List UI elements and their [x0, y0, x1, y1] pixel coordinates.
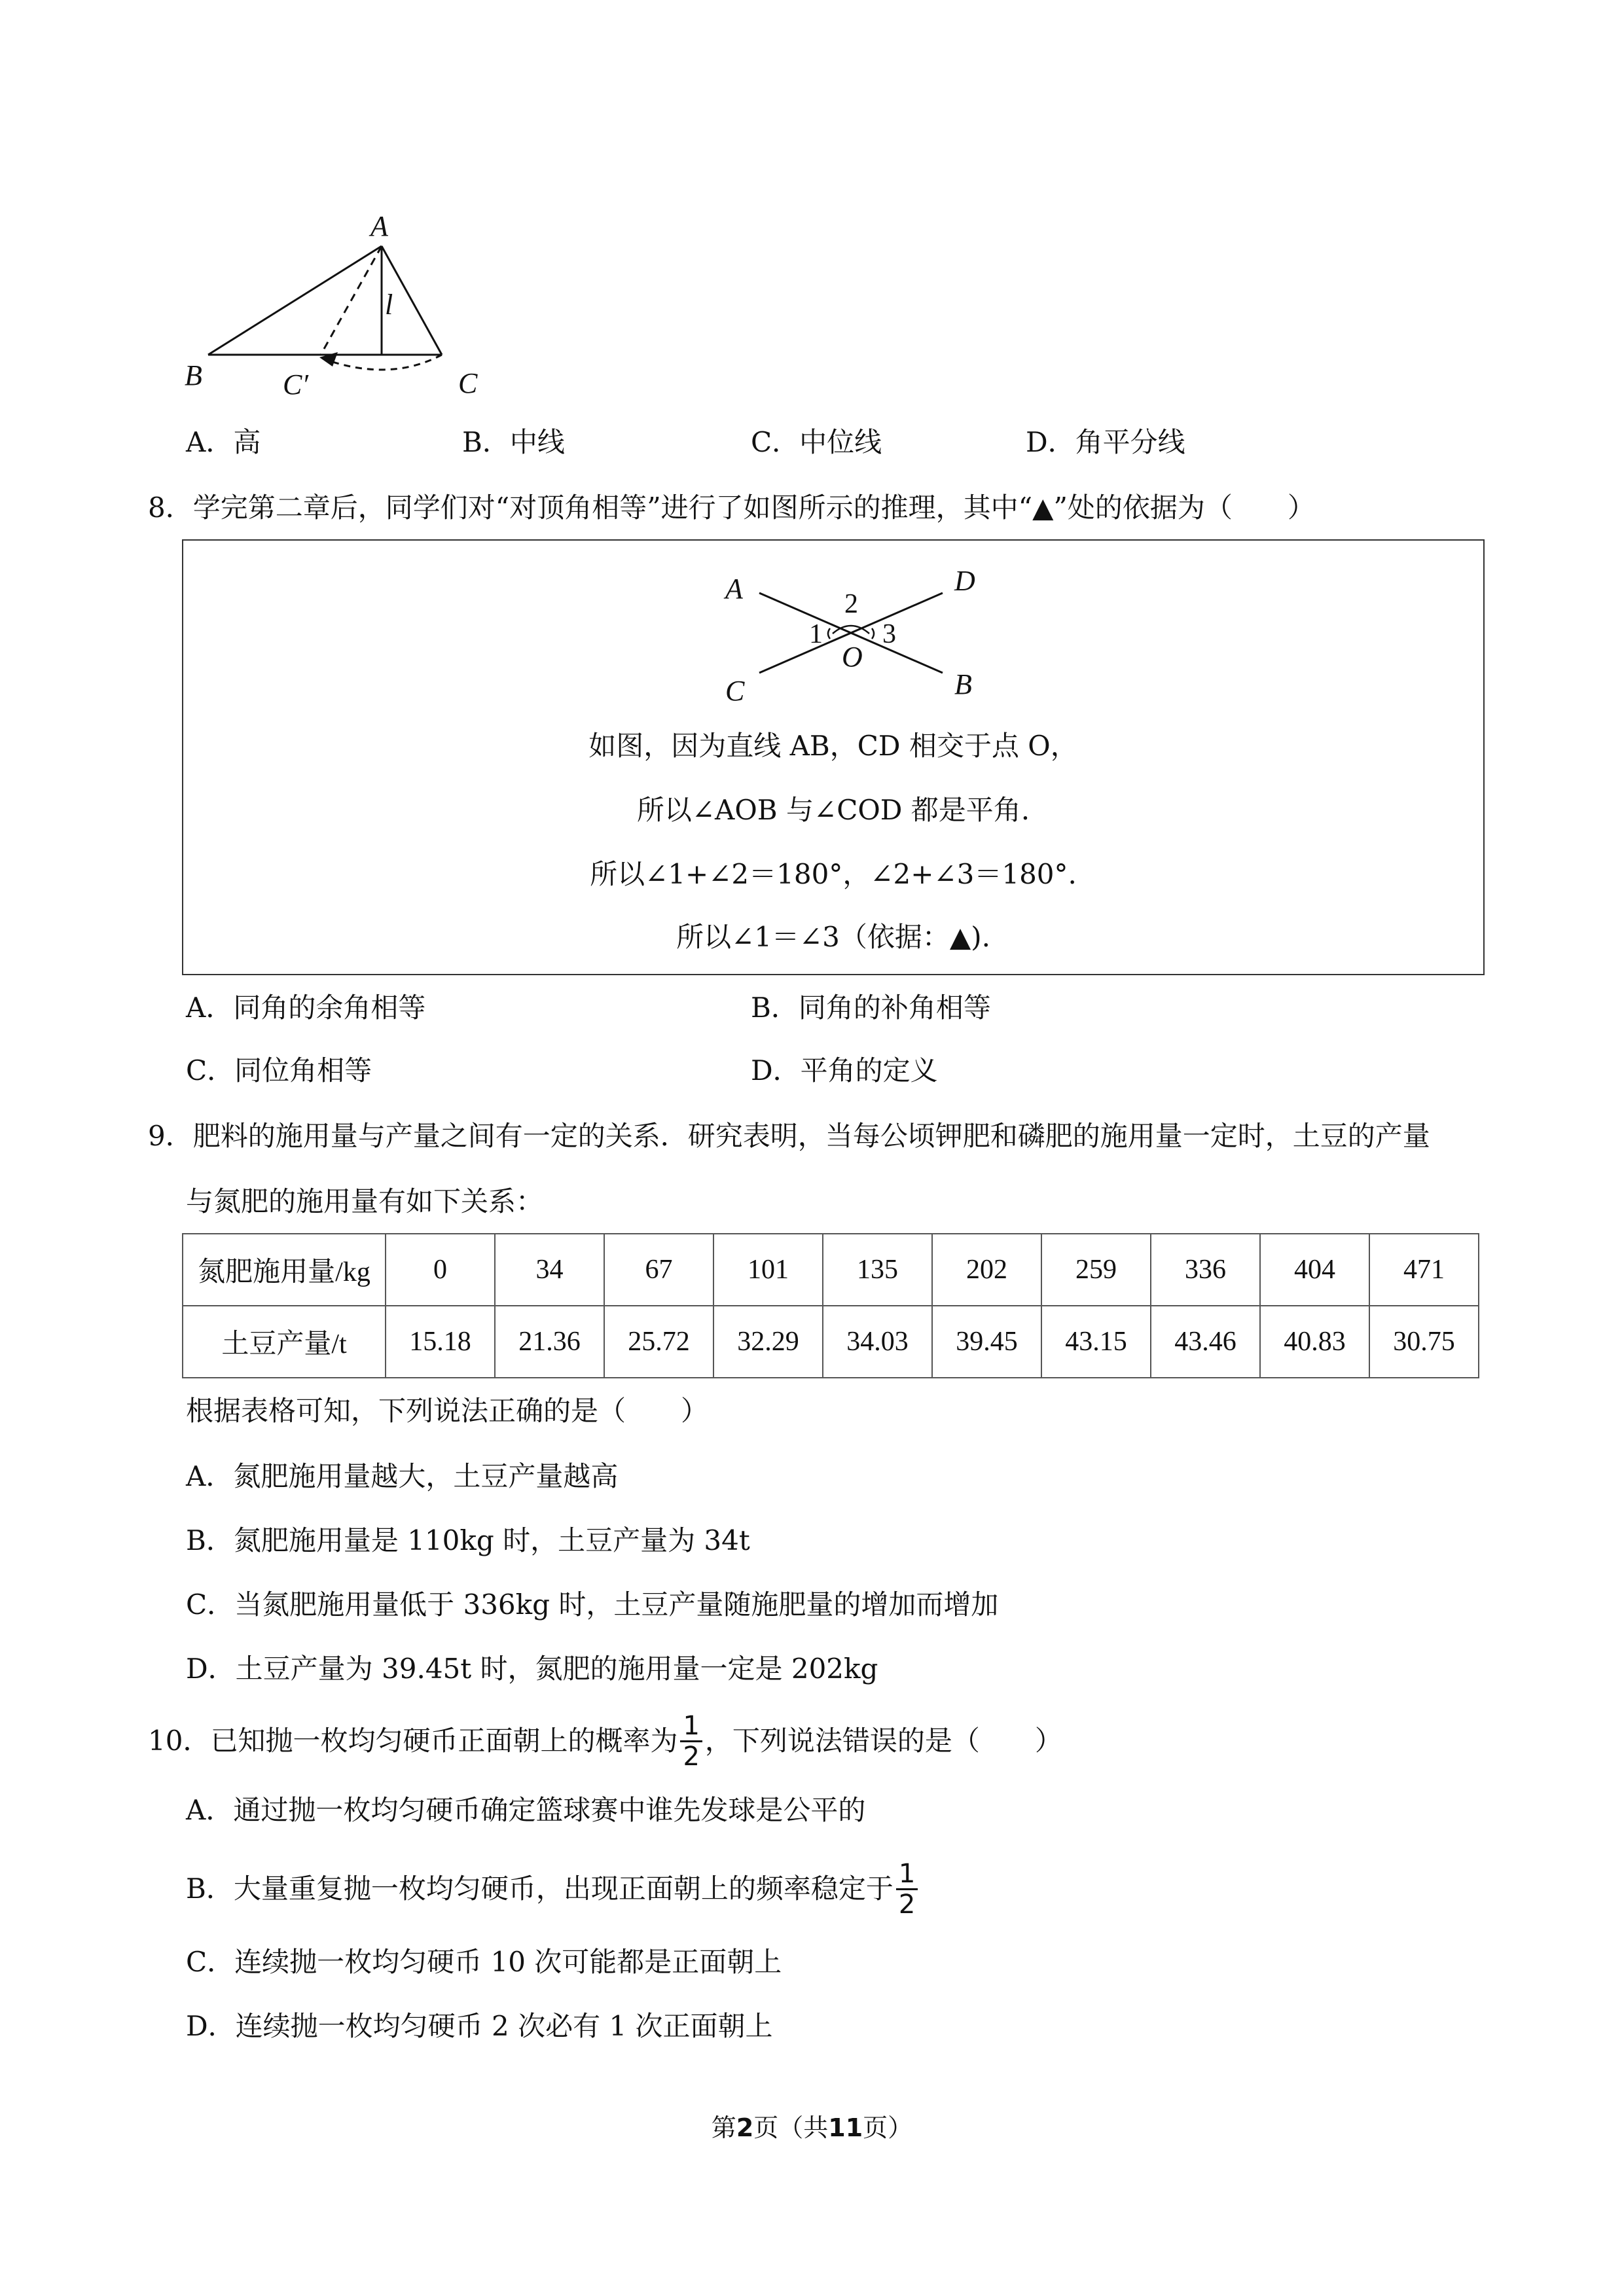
- q8-label-c: C: [725, 675, 745, 707]
- table-cell: 43.15: [1041, 1306, 1151, 1378]
- q8-label-a: A: [725, 573, 743, 605]
- table-cell: 336: [1151, 1234, 1260, 1306]
- q8-option-b: B．同角的补角相等: [751, 992, 991, 1024]
- q7-option-c: C．中位线: [751, 426, 882, 458]
- table-cell: 34: [495, 1234, 604, 1306]
- footer-suffix: 页）: [863, 2113, 913, 2142]
- q8-angle-2: 2: [844, 589, 858, 619]
- table-cell: 15.18: [386, 1306, 495, 1378]
- q10-option-b-numerator: 1: [896, 1861, 918, 1890]
- q10-option-b-fraction: [896, 1858, 918, 1920]
- q10-fraction-numerator: 1: [680, 1713, 702, 1742]
- q7-label-a: A: [370, 210, 388, 242]
- q10-stem: [148, 1710, 1062, 1772]
- table-cell: 43.46: [1151, 1306, 1260, 1378]
- table-cell: 39.45: [932, 1306, 1041, 1378]
- table-cell: 21.36: [495, 1306, 604, 1378]
- q10-stem-before: 10．已知抛一枚均匀硬币正面朝上的概率为: [148, 1725, 678, 1757]
- table-cell: 34.03: [823, 1306, 932, 1378]
- footer-middle: 页（共: [753, 2113, 829, 2142]
- q8-proof-box: [182, 539, 1485, 975]
- table-cell: 0: [386, 1234, 495, 1306]
- q9-option-c: C．当氮肥施用量低于 336kg 时，土豆产量随施肥量的增加而增加: [186, 1588, 999, 1621]
- q8-angle-3: 3: [882, 619, 896, 649]
- q7-option-d: D．角平分线: [1026, 426, 1185, 458]
- q10-stem-after: ，下列说法错误的是（ ）: [704, 1725, 1062, 1757]
- table-header-nitrogen: 氮肥施用量/kg: [183, 1234, 386, 1306]
- table-cell: 202: [932, 1234, 1041, 1306]
- table-cell: 404: [1260, 1234, 1369, 1306]
- q10-option-c: C．连续抛一枚均匀硬币 10 次可能都是正面朝上: [186, 1946, 782, 1978]
- q8-proof-line-3: 所以∠1+∠2＝180°，∠2+∠3＝180°.: [590, 858, 1077, 890]
- table-row: [183, 1306, 1479, 1378]
- q8-label-d: D: [954, 565, 975, 597]
- table-cell: 101: [713, 1234, 823, 1306]
- q9-stem-line-2: 与氮肥的施用量有如下关系：: [186, 1185, 544, 1217]
- table-cell: 40.83: [1260, 1306, 1369, 1378]
- q8-intersecting-lines-figure: [700, 562, 1001, 712]
- table-cell: 30.75: [1369, 1306, 1479, 1378]
- q7-label-c: C: [458, 367, 478, 399]
- q8-stem: 8．学完第二章后，同学们对“对顶角相等”进行了如图所示的推理，其中“▲”处的依据为（ ）: [148, 492, 1315, 524]
- q10-option-a: A．通过抛一枚均匀硬币确定篮球赛中谁先发球是公平的: [186, 1794, 866, 1826]
- q7-label-l: l: [385, 289, 393, 321]
- q10-option-b-denominator: 2: [898, 1889, 916, 1920]
- table-cell: 471: [1369, 1234, 1479, 1306]
- q8-proof-line-4: 所以∠1＝∠3（依据：▲).: [676, 921, 990, 953]
- footer-prefix: 第: [711, 2113, 736, 2142]
- q10-option-b: [186, 1857, 920, 1920]
- q9-data-table: [182, 1233, 1479, 1378]
- page-footer: [0, 2108, 1624, 2144]
- table-cell: 259: [1041, 1234, 1151, 1306]
- table-cell: 25.72: [604, 1306, 713, 1378]
- q8-label-o: O: [842, 641, 863, 673]
- q10-option-b-text: B．大量重复抛一枚均匀硬币，出现正面朝上的频率稳定于: [186, 1873, 893, 1905]
- q8-proof-line-1: 如图，因为直线 AB，CD 相交于点 O，: [588, 730, 1078, 762]
- q8-proof-line-2: 所以∠AOB 与∠COD 都是平角.: [636, 794, 1030, 826]
- table-cell: 135: [823, 1234, 932, 1306]
- q8-angle-1: 1: [809, 619, 823, 649]
- q10-fraction-denominator: 2: [683, 1741, 700, 1772]
- table-row: [183, 1234, 1479, 1306]
- q9-option-a: A．氮肥施用量越大，土豆产量越高: [186, 1460, 619, 1492]
- q7-option-a: A．高: [186, 426, 261, 458]
- table-cell: 32.29: [713, 1306, 823, 1378]
- q7-label-c-prime: C′: [283, 368, 308, 401]
- q7-option-b: B．中线: [462, 426, 565, 458]
- table-cell: 67: [604, 1234, 713, 1306]
- footer-page-number: 2: [736, 2113, 754, 2142]
- q8-label-b: B: [954, 668, 972, 700]
- q9-stem-line-1: 9．肥料的施用量与产量之间有一定的关系．研究表明，当每公顷钾肥和磷肥的施用量一定时，土豆的产量: [148, 1120, 1430, 1152]
- q8-option-d: D．平角的定义: [751, 1054, 938, 1086]
- q9-option-d: D．土豆产量为 39.45t 时，氮肥的施用量一定是 202kg: [186, 1653, 878, 1685]
- table-header-potato: 土豆产量/t: [183, 1306, 386, 1378]
- footer-total-pages: 11: [828, 2113, 863, 2142]
- q8-option-c: C．同位角相等: [186, 1054, 372, 1086]
- q10-option-d: D．连续抛一枚均匀硬币 2 次必有 1 次正面朝上: [186, 2010, 773, 2042]
- q9-option-b: B．氮肥施用量是 110kg 时，土豆产量为 34t: [186, 1524, 750, 1556]
- q9-question: 根据表格可知，下列说法正确的是（ ）: [186, 1395, 709, 1427]
- q7-label-b: B: [185, 359, 202, 391]
- q7-triangle-figure: [177, 209, 543, 406]
- q8-option-a: A．同角的余角相等: [186, 992, 426, 1024]
- q10-fraction: [680, 1710, 702, 1772]
